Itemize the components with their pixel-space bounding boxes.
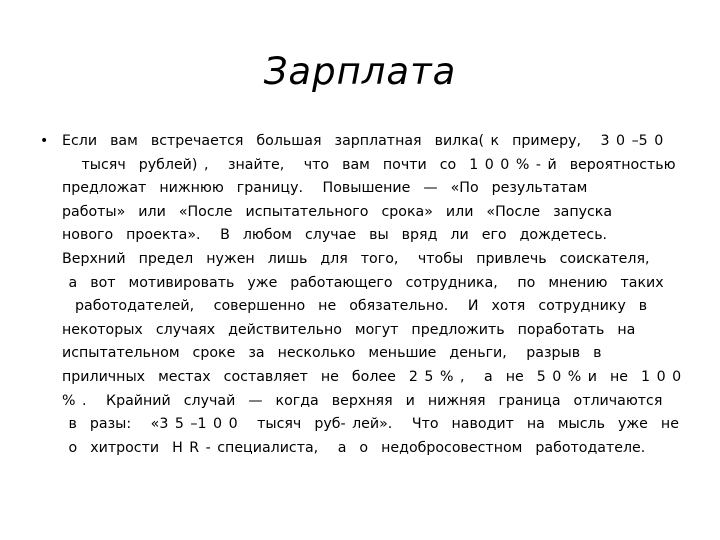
- paragraph-line: испытательном сроке за несколько меньшие деньги, разрыв в: [62, 345, 602, 362]
- paragraph-line: % . Крайний случай — когда верхняя и нижняя граница отличаются: [62, 392, 663, 409]
- paragraph-line: Если вам встречается большая зарплатная вилка( к примеру, 3 0 –5 0: [62, 133, 664, 149]
- paragraph-line: предложат нижнюю границу. Повышение — «По результатам: [62, 180, 588, 197]
- slide-title: Зарплата: [263, 50, 457, 93]
- paragraph-line: в разы: «3 5 –1 0 0 тысяч руб- лей». Что наводит на мысль уже не: [62, 416, 679, 433]
- paragraph-line: приличных местах составляет не более 2 5 % , а не 5 0 % и не 1 0 0: [62, 369, 682, 385]
- bullet-marker: •: [40, 133, 49, 149]
- paragraph-line: работы» или «После испытательного срока» или «После запуска: [62, 203, 613, 220]
- paragraph-line: работодателей, совершенно не обязательно. И хотя сотруднику в: [62, 298, 648, 315]
- paragraph-line: нового проекта». В любом случае вы вряд ли его дождетесь.: [62, 227, 608, 244]
- paragraph-line: некоторых случаях действительно могут предложить поработать на: [62, 321, 636, 338]
- paragraph-line: а вот мотивировать уже работающего сотрудника, по мнению таких: [62, 274, 664, 291]
- paragraph-line: Верхний предел нужен лишь для того, чтобы привлечь соискателя,: [62, 251, 650, 267]
- paragraph-line: о хитрости H R - специалиста, а о недобросовестном работодателе.: [62, 439, 646, 456]
- paragraph-line: тысяч рублей) , знайте, что вам почти со 1 0 0 % - й вероятностью: [62, 156, 676, 173]
